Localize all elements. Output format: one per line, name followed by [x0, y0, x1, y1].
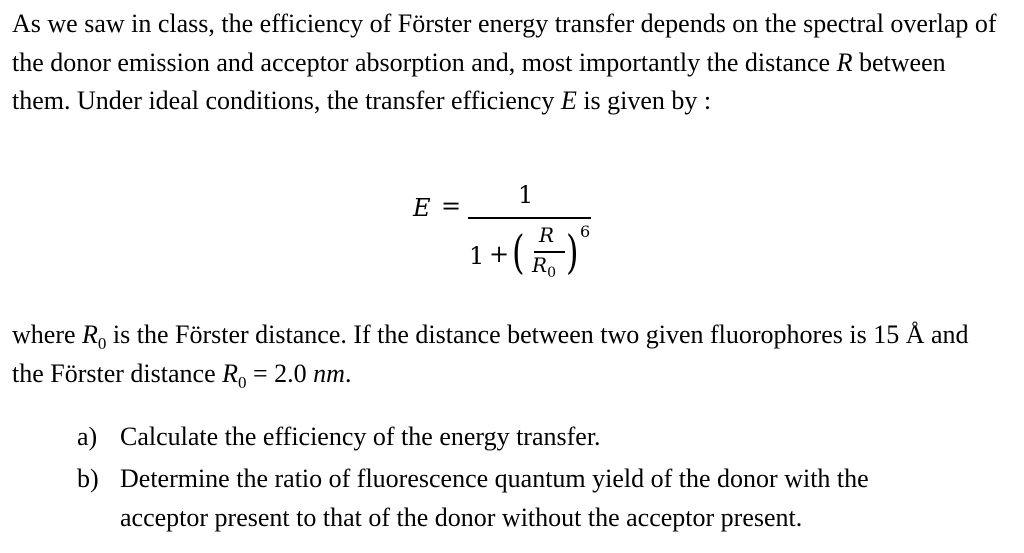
statement-var-r2: R — [222, 358, 238, 388]
intro-text-2: between them. Under ideal conditions, the transfer efficiency — [12, 47, 946, 115]
statement-text-1: where — [12, 320, 83, 349]
equation-exponent: 6 — [580, 222, 591, 241]
equation-lhs: E — [413, 194, 431, 222]
statement-text-4: . — [344, 358, 352, 388]
list-item-label: a) — [77, 422, 98, 451]
statement-sub-0: 0 — [97, 334, 107, 353]
list-item-text: Determine the ratio of fluorescence quantum yield of the donor with the acceptor present to that of the donor without the acceptor present. — [120, 464, 869, 532]
intro-text-3: is given by : — [576, 86, 712, 115]
equation-numerator: 1 — [518, 181, 534, 209]
equation-plus: + — [489, 240, 510, 268]
equation-inner-den-sub: 0 — [547, 265, 556, 281]
equation-inner-numerator: R — [539, 223, 555, 247]
list-item-label: b) — [77, 464, 99, 493]
statement-sub-02: 0 — [238, 372, 247, 392]
intro-text-1: As we saw in class, the efficiency of Förster energy transfer depends on the spectral overlap of the donor emission and acceptor absorption and, most importantly the distance — [12, 9, 997, 77]
statement-text-3: = 2.0 — [246, 358, 314, 388]
equation-equals: = — [441, 192, 462, 220]
statement-paragraph — [12, 316, 1002, 393]
equation-fraction-bar — [468, 217, 591, 219]
equation-paren-close: ) — [566, 225, 579, 279]
equation-inner-denominator — [532, 253, 556, 281]
statement-var-r: R — [82, 320, 98, 349]
intro-var-e: E — [560, 86, 577, 115]
equation-denominator-one: 1 — [469, 242, 485, 270]
list-item-text: Calculate the efficiency of the energy transfer. — [120, 422, 601, 451]
equation-paren-open: ( — [512, 225, 525, 279]
statement-text-2: is the Förster distance. If the distance between two given fluorophores is 15 Å and the Förster distance — [12, 320, 969, 388]
statement-unit: nm — [313, 358, 345, 388]
intro-var-r: R — [836, 47, 853, 77]
equation-inner-den-var: R — [532, 253, 548, 277]
